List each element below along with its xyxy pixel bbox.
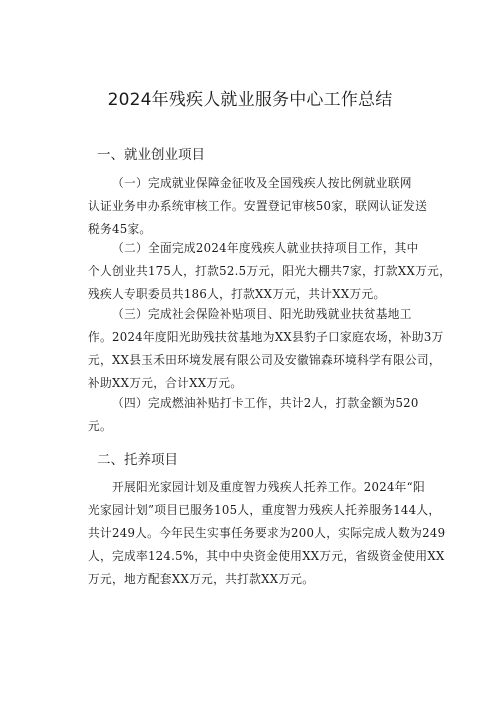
paragraph-line: 元，XX县玉禾田环境发展有限公司及安徽锦森环境科学有限公司， [88, 353, 441, 367]
paragraph-line: 作。2024年度阳光助残扶贫基地为XX县豹子口家庭农场，补助3万 [88, 330, 444, 344]
paragraph-line: （三）完成社会保险补贴项目、阳光助残就业扶贫基地工 [112, 307, 412, 321]
paragraph-line: 认证业务申办系统审核工作。安置登记审核50家，联网认证发送 [88, 199, 428, 213]
paragraph-line: 元。 [88, 419, 112, 433]
paragraph-line: 补助XX万元，合计XX万元。 [88, 376, 243, 390]
document-title: 2024年残疾人就业服务中心工作总结 [107, 90, 393, 110]
paragraph-line: 残疾人专职委员共186人，打款XX万元，共计XX万元。 [88, 287, 386, 301]
paragraph-line: 个人创业共175人，打款52.5万元，阳光大棚共7家，打款XX万元， [88, 264, 452, 278]
paragraph-4 [88, 392, 448, 438]
paragraph-line: （四）完成燃油补贴打卡工作，共计2人，打款金额为520 [112, 396, 419, 410]
paragraph-line: 光家园计划”项目已服务105人，重度智力残疾人托养服务144人， [88, 503, 441, 517]
paragraph-1 [88, 172, 448, 241]
paragraph-line: 万元，地方配套XX万元，共打款XX万元。 [88, 572, 315, 586]
paragraph-line: （一）完成就业保障金征收及全国残疾人按比例就业联网 [112, 176, 412, 190]
paragraph-line: 税务45家。 [88, 222, 152, 236]
paragraph-line: 开展阳光家园计划及重度智力残疾人托养工作。2024年“阳 [112, 480, 425, 494]
paragraph-line: 共计249人。今年民生实事任务要求为200人，实际完成人数为249 [88, 526, 446, 540]
paragraph-2 [88, 237, 452, 306]
section-heading-employment: 一、就业创业项目 [97, 147, 205, 163]
section-heading-care: 二、托养项目 [97, 452, 178, 468]
paragraph-line: 人，完成率124.5%，其中中央资金使用XX万元，省级资金使用XX [88, 549, 445, 563]
paragraph-5 [88, 476, 448, 591]
paragraph-3 [88, 303, 448, 395]
paragraph-line: （二）全面完成2024年度残疾人就业扶持项目工作，其中 [112, 241, 419, 255]
